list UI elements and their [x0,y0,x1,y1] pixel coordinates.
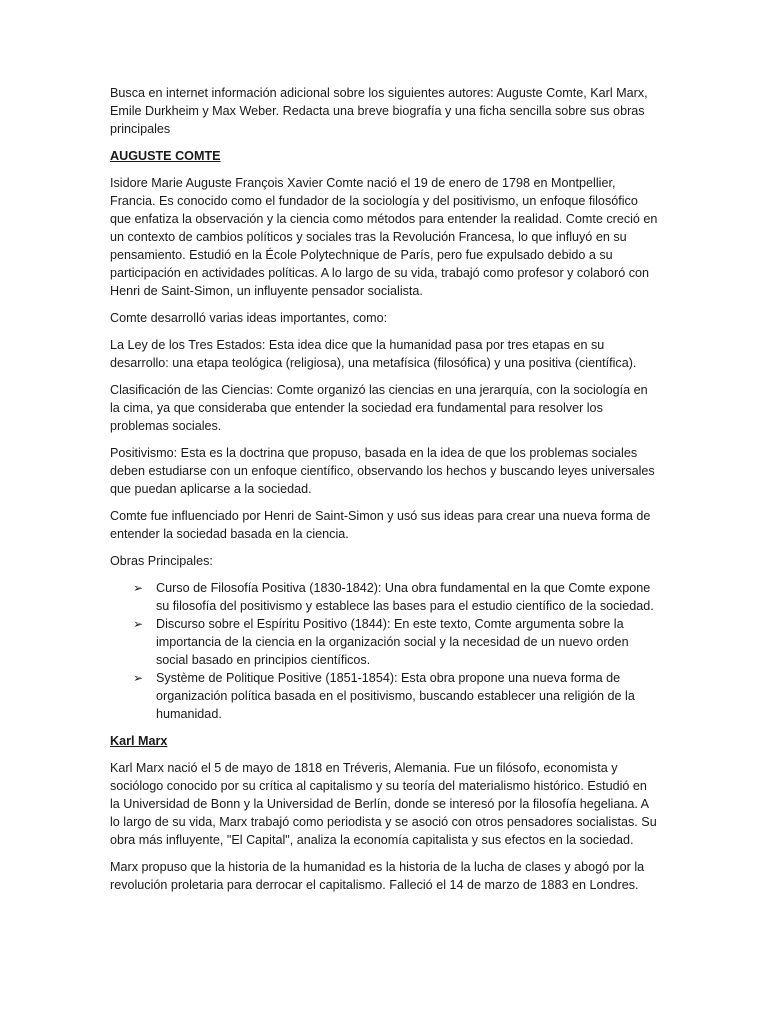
comte-ideas-intro: Comte desarrolló varias ideas importantes, como: [110,311,388,325]
list-item [110,579,658,615]
list-item-text: Discurso sobre el Espíritu Positivo (1844): En este texto, Comte argumenta sobre la importancia de la ciencia en la organización social y la necesidad de un nuevo orden social basado en principios científicos. [156,617,629,667]
arrow-bullet-icon: ➢ [133,617,144,631]
list-item [110,669,658,723]
marx-class-struggle-paragraph: Marx propuso que la historia de la humanidad es la historia de la lucha de clases y abogó por la revolución proletaria para derrocar el capitalismo. Falleció el 14 de marzo de 1883 en Londres. [110,860,645,892]
comte-idea-three-states: La Ley de los Tres Estados: Esta idea dice que la humanidad pasa por tres etapas en su desarrollo: una etapa teológica (religiosa), una metafísica (filosófica) y una positiva (científica). [110,338,637,370]
arrow-bullet-icon: ➢ [133,671,144,685]
comte-works-label: Obras Principales: [110,554,213,568]
arrow-bullet-icon: ➢ [133,581,144,595]
marx-bio-paragraph: Karl Marx nació el 5 de mayo de 1818 en Tréveris, Alemania. Fue un filósofo, economista y sociólogo conocido por su crítica al capitalismo y su teoría del materialismo histórico. Estudió en la Universidad de Bonn y la Universidad de Berlín, donde se interesó por la filosofía hegeliana. A lo largo de su vida, Marx trabajó como periodista y se asoció con otros pensadores socialistas. Su obra más influyente, "El Capital", analiza la economía capitalista y sus efectos en la sociedad. [110,761,657,847]
comte-heading: AUGUSTE COMTE [110,149,221,163]
list-item [110,615,658,669]
intro-paragraph: Busca en internet información adicional sobre los siguientes autores: Auguste Comte, Karl Marx, Emile Durkheim y Max Weber. Redacta una breve biografía y una ficha sencilla sobre sus obras principales [110,86,648,136]
comte-works-list [110,579,658,723]
comte-influence-paragraph: Comte fue influenciado por Henri de Saint-Simon y usó sus ideas para crear una nueva forma de entender la sociedad basada en la ciencia. [110,509,651,541]
comte-idea-classification: Clasificación de las Ciencias: Comte organizó las ciencias en una jerarquía, con la sociología en la cima, ya que consideraba que entender la sociedad era fundamental para resolver los problemas sociales. [110,383,648,433]
comte-idea-positivism: Positivismo: Esta es la doctrina que propuso, basada en la idea de que los problemas sociales deben estudiarse con un enfoque científico, observando los hechos y buscando leyes universales que puedan aplicarse a la sociedad. [110,446,655,496]
comte-bio-paragraph: Isidore Marie Auguste François Xavier Comte nació el 19 de enero de 1798 en Montpellier, Francia. Es conocido como el fundador de la sociología y del positivismo, un enfoque filosófico que enfatiza la observación y la ciencia como métodos para entender la realidad. Comte creció en un contexto de cambios políticos y sociales tras la Revolución Francesa, lo que influyó en su pensamiento. Estudió en la École Polytechnique de París, pero fue expulsado debido a su participación en actividades políticas. A lo largo de su vida, trabajó como profesor y colaboró con Henri de Saint-Simon, un influyente pensador socialista. [110,176,658,298]
list-item-text: Curso de Filosofía Positiva (1830-1842): Una obra fundamental en la que Comte expone su filosofía del positivismo y establece las bases para el estudio científico de la sociedad. [156,581,654,613]
marx-heading: Karl Marx [110,734,168,748]
list-item-text: Système de Politique Positive (1851-1854): Esta obra propone una nueva forma de organización política basada en el positivismo, buscando establecer una religión de la humanidad. [156,671,635,721]
